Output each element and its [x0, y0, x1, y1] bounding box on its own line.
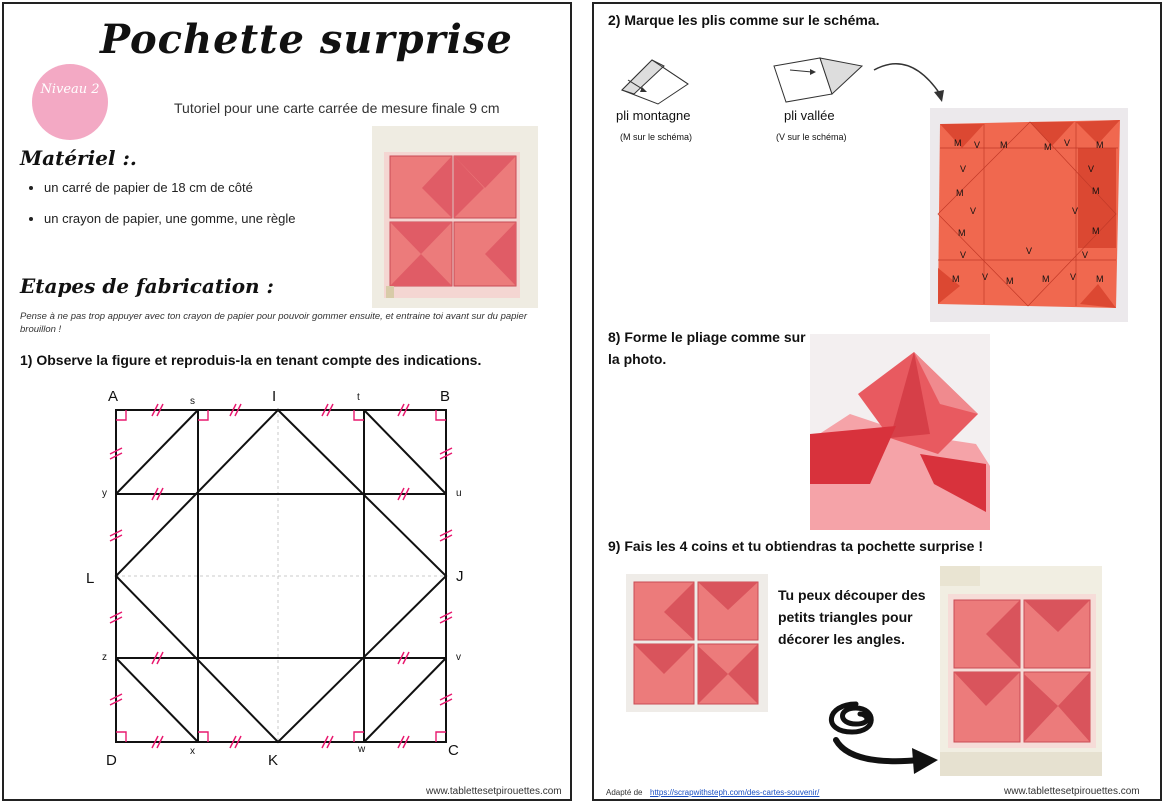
label-s: s [190, 396, 195, 407]
fold-mark: V [960, 250, 967, 260]
label-c: C [448, 742, 459, 759]
list-item: • un crayon de papier, une gomme, une règle [44, 211, 296, 226]
fold-mark: V [1082, 250, 1089, 260]
fold-mark: M [1044, 142, 1052, 152]
mountain-fold-icon [618, 50, 708, 106]
step-9-text: 9) Fais les 4 coins et tu obtiendras ta pochette surprise ! [608, 538, 983, 554]
fold-mark: M [1096, 274, 1104, 284]
etapes-heading: Etapes de fabrication : [20, 274, 274, 298]
label-l: L [86, 570, 95, 587]
step-8-text: 8) Forme le pliage comme sur la photo. [608, 329, 806, 367]
label-v: v [456, 652, 461, 663]
finished-pouch-photo [372, 126, 538, 308]
fold-mark: V [982, 272, 989, 282]
fold-diagram [82, 386, 492, 778]
pli-montagne-note: (M sur le schéma) [620, 132, 693, 142]
fold-mark: M [952, 274, 960, 284]
fold-mark: M [1006, 276, 1014, 286]
label-a: A [108, 388, 119, 405]
pli-montagne-label: pli montagne [616, 108, 691, 123]
pli-vallee-label: pli vallée [784, 108, 835, 123]
fold-mark: V [974, 140, 981, 150]
label-b: B [440, 388, 451, 405]
spiral-arrow-icon [816, 684, 944, 780]
fold-mark: V [1026, 246, 1033, 256]
fold-mark: M [958, 228, 966, 238]
fold-mark: M [954, 138, 962, 148]
label-i: I [272, 388, 277, 405]
materiel-heading: Matériel :. [20, 146, 137, 170]
footer-url: www.tablettesetpirouettes.com [1004, 786, 1140, 797]
curved-arrow-icon [870, 56, 950, 106]
fold-mark: V [960, 164, 967, 174]
credit-label: Adapté de [606, 788, 643, 797]
fold-mark: V [1088, 164, 1095, 174]
right-page [592, 2, 1162, 801]
fold-mark: M [1092, 186, 1100, 196]
materiel-list [24, 180, 296, 242]
left-page [2, 2, 572, 801]
subtitle: Tutoriel pour une carte carrée de mesure finale 9 cm [174, 100, 500, 116]
fold-mark: M [1042, 274, 1050, 284]
fold-mark: V [1072, 206, 1079, 216]
label-u: u [456, 488, 462, 499]
step-1-text: 1) Observe la figure et reproduis-la en tenant compte des indications. [20, 352, 482, 368]
folding-step-photo [810, 334, 990, 530]
label-w: w [358, 744, 366, 755]
fold-mark: M [1000, 140, 1008, 150]
creased-paper-photo [930, 108, 1128, 322]
footer-url: www.tablettesetpirouettes.com [426, 786, 562, 797]
label-j: J [456, 568, 464, 585]
warning-note: Pense à ne pas trop appuyer avec ton crayon de papier pour pouvoir gommer ensuite, et entraine toi avant sur du papier brouillon ! [20, 311, 527, 335]
label-k: K [268, 752, 279, 769]
fold-mark: V [1070, 272, 1077, 282]
valley-fold-icon [772, 56, 868, 108]
decoration-tip: Tu peux découper des petits triangles pour décorer les angles. [778, 587, 926, 647]
small-pouch-photo [626, 574, 768, 712]
fold-mark: V [970, 206, 977, 216]
label-d: D [106, 752, 117, 769]
page-title: Pochette surprise [100, 16, 513, 63]
label-t: t [357, 392, 360, 403]
large-pouch-photo [940, 566, 1102, 776]
credit-link[interactable]: https://scrapwithsteph.com/des-cartes-souvenir/ [650, 788, 820, 797]
fold-mark: V [1064, 138, 1071, 148]
fold-mark: M [956, 188, 964, 198]
level-badge: Niveau 2 [32, 64, 108, 140]
label-z: z [102, 652, 107, 663]
pli-vallee-note: (V sur le schéma) [776, 132, 847, 142]
fold-mark: M [1096, 140, 1104, 150]
label-x: x [190, 746, 195, 757]
label-y: y [102, 488, 107, 499]
step-2-text: 2) Marque les plis comme sur le schéma. [608, 12, 880, 28]
fold-mark: M [1092, 226, 1100, 236]
list-item: • un carré de papier de 18 cm de côté [44, 180, 296, 195]
